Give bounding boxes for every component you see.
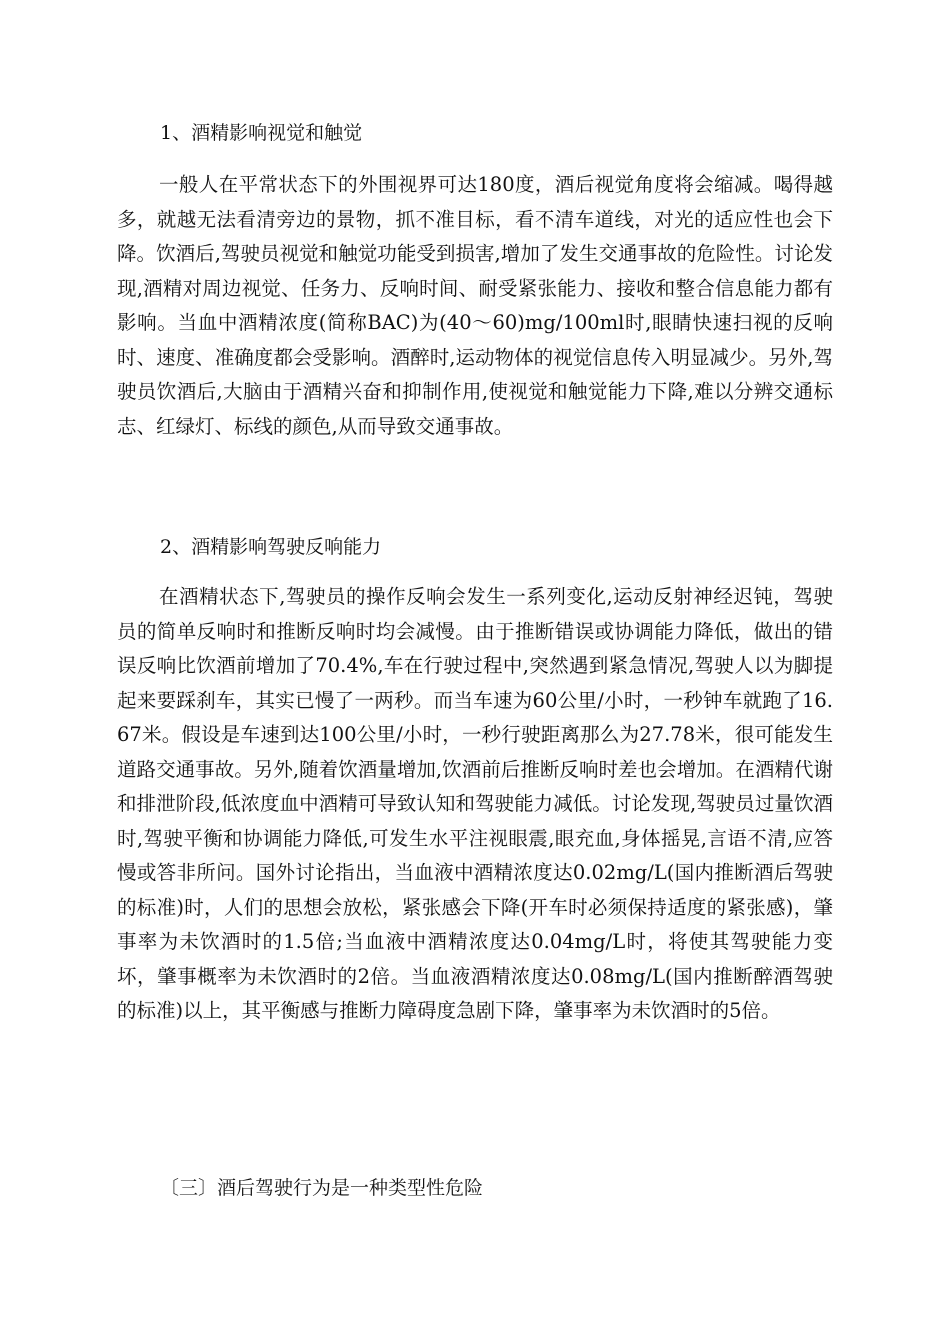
- section-heading-vision-touch: 1、酒精影响视觉和触觉: [160, 122, 363, 144]
- paragraph-vision-touch: 一般人在平常状态下的外围视界可达180度，酒后视觉角度将会缩减。喝得越多，就越无法看清旁边的景物，抓不准目标，看不清车道线，对光的适应性也会下降。饮酒后,驾驶员视觉和触觉功能受到损害,增加了发生交通事故的危险性。讨论发现,酒精对周边视觉、任务力、反响时间、耐受紧张能力、接收和整合信息能力都有影响。当血中酒精浓度(简称BAC)为(40～60)mg/100ml时,眼睛快速扫视的反响时、速度、准确度都会受影响。酒醉时,运动物体的视觉信息传入明显减少。另外,驾驶员饮酒后,大脑由于酒精兴奋和抑制作用,使视觉和触觉能力下降,难以分辨交通标志、红绿灯、标线的颜色,从而导致交通事故。: [117, 173, 833, 438]
- section-heading-typed-danger: 〔三〕酒后驾驶行为是一种类型性危险: [160, 1177, 484, 1199]
- paragraph-reaction: 在酒精状态下,驾驶员的操作反响会发生一系列变化,运动反射神经迟钝，驾驶员的简单反响时和推断反响时均会减慢。由于推断错误或协调能力降低，做出的错误反响比饮酒前增加了70.4%,车在行驶过程中,突然遇到紧急情况,驾驶人以为脚提起来要踩刹车，其实已慢了一两秒。而当车速为60公里/小时，一秒钟车就跑了16.67米。假设是车速到达100公里/小时，一秒行驶距离那么为27.78米，很可能发生道路交通事故。另外,随着饮酒量增加,饮酒前后推断反响时差也会增加。在酒精代谢和排泄阶段,低浓度血中酒精可导致认知和驾驶能力减低。讨论发现,驾驶员过量饮酒时,驾驶平衡和协调能力降低,可发生水平注视眼震,眼充血,身体摇晃,言语不清,应答慢或答非所问。国外讨论指出，当血液中酒精浓度达0.02mg/L(国内推断酒后驾驶的标准)时，人们的思想会放松，紧张感会下降(开车时必须保持适度的紧张感)，肇事率为未饮酒时的1.5倍;当血液中酒精浓度达0.04mg/L时，将使其驾驶能力变坏，肇事概率为未饮酒时的2倍。当血液酒精浓度达0.08mg/L(国内推断醉酒驾驶的标准)以上，其平衡感与推断力障碍度急剧下降，肇事率为未饮酒时的5倍。: [117, 585, 833, 1022]
- section-heading-reaction: 2、酒精影响驾驶反响能力: [160, 536, 382, 558]
